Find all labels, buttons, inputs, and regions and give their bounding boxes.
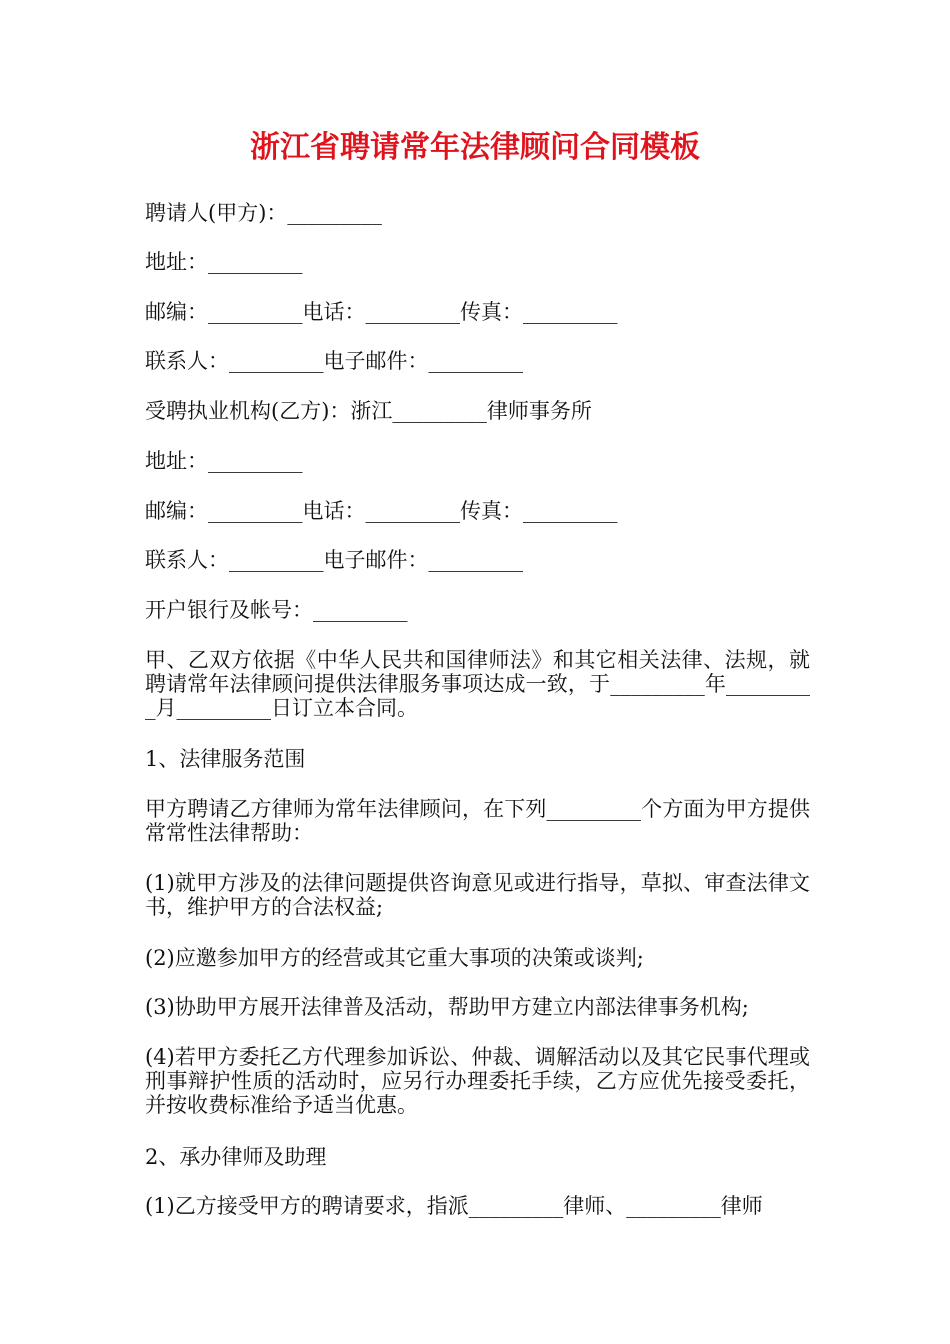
law-firm-contact-numbers-line: 邮编：_________电话：_________传真：_________ bbox=[145, 499, 618, 523]
client-name-line: 聘请人(甲方)：_________ bbox=[145, 201, 382, 225]
section-heading-service-scope: 1、法律服务范围 bbox=[145, 747, 306, 771]
service-item-3: (3)协助甲方展开法律普及活动，帮助甲方建立内部法律事务机构; bbox=[145, 995, 749, 1019]
document-title: 浙江省聘请常年法律顾问合同模板 bbox=[250, 130, 700, 165]
service-item-2: (2)应邀参加甲方的经营或其它重大事项的决策或谈判; bbox=[145, 946, 644, 970]
law-firm-address-line: 地址：_________ bbox=[145, 449, 303, 473]
service-item-4: (4)若甲方委托乙方代理参加诉讼、仲裁、调解活动以及其它民事代理或刑事辩护性质的活动时，应另行办理委托手续，乙方应优先接受委托，并按收费标准给予适当优惠。 bbox=[145, 1045, 810, 1117]
lawyers-item-1: (1)乙方接受甲方的聘请要求，指派_________律师、_________律师 bbox=[145, 1194, 763, 1218]
client-contact-numbers-line: 邮编：_________电话：_________传真：_________ bbox=[145, 300, 618, 324]
law-firm-contact-person-line: 联系人：_________电子邮件：_________ bbox=[145, 548, 523, 572]
bank-account-line: 开户银行及帐号：_________ bbox=[145, 598, 408, 622]
client-address-line: 地址：_________ bbox=[145, 250, 303, 274]
client-contact-person-line: 联系人：_________电子邮件：_________ bbox=[145, 349, 523, 373]
preamble-paragraph: 甲、乙双方依据《中华人民共和国律师法》和其它相关法律、法规，就聘请常年法律顾问提供法律服务事项达成一致，于_________年_________月_________日订立本合同。 bbox=[145, 648, 810, 720]
section-heading-lawyers: 2、承办律师及助理 bbox=[145, 1145, 327, 1169]
service-scope-intro: 甲方聘请乙方律师为常年法律顾问，在下列_________个方面为甲方提供常常性法律帮助： bbox=[145, 797, 810, 845]
service-item-1: (1)就甲方涉及的法律问题提供咨询意见或进行指导，草拟、审查法律文书，维护甲方的合法权益; bbox=[145, 871, 810, 919]
law-firm-name-line: 受聘执业机构(乙方)：浙江_________律师事务所 bbox=[145, 399, 592, 423]
